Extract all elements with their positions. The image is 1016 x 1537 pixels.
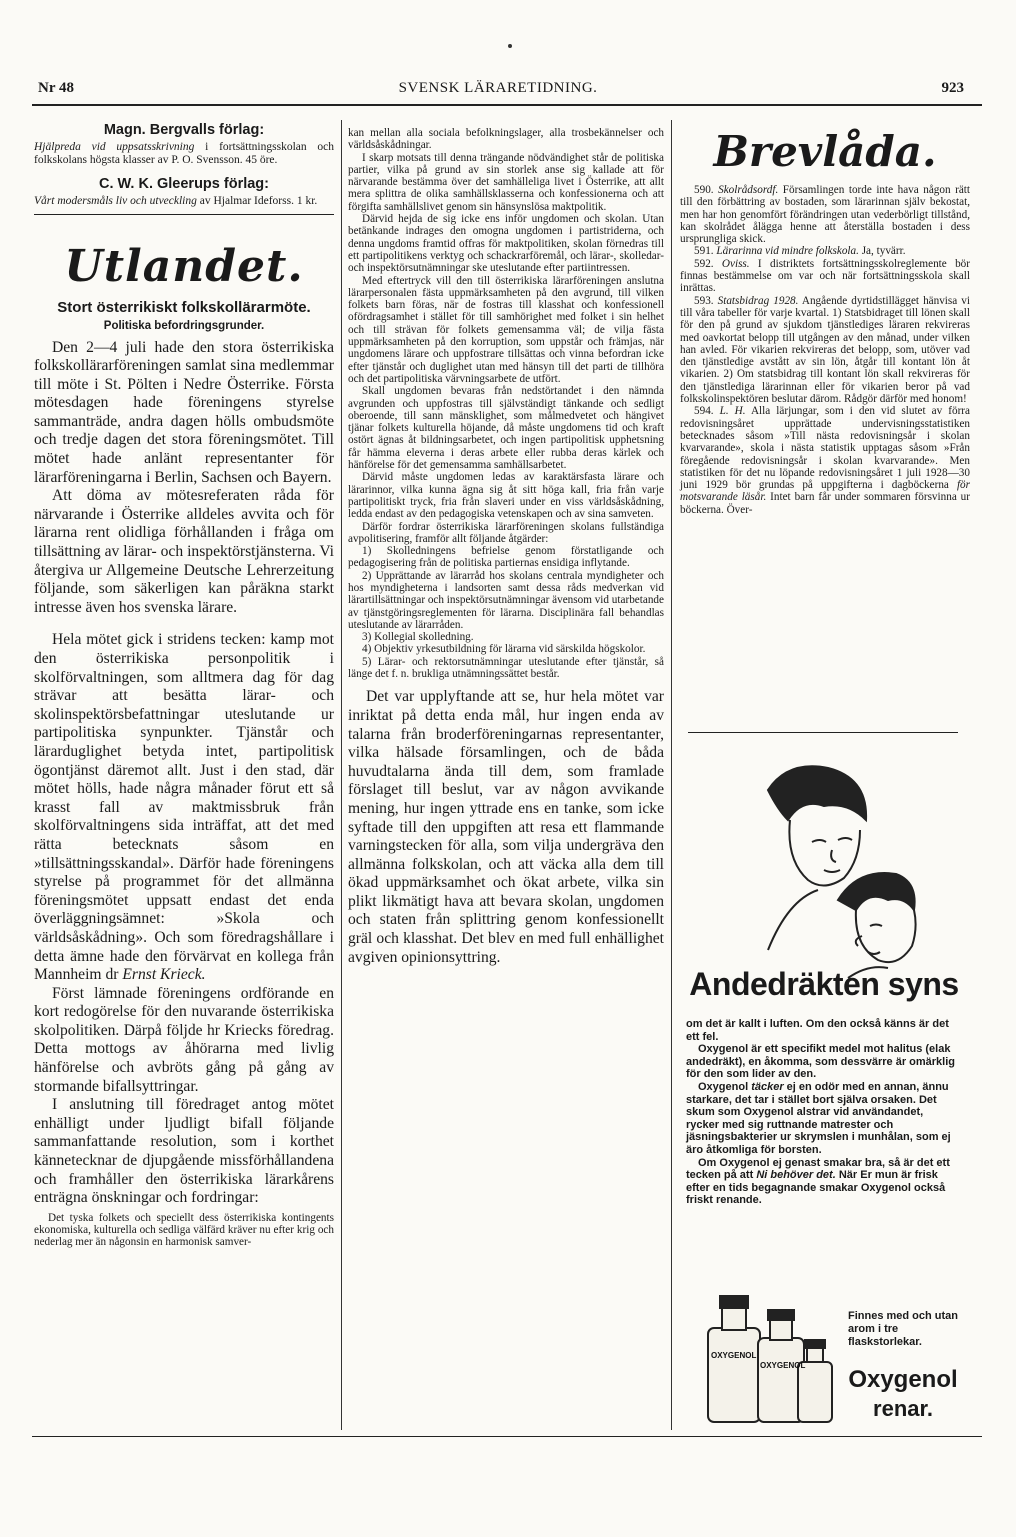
ad-headline: Andedräkten syns	[689, 966, 959, 1002]
man-face	[856, 910, 916, 962]
woman-nose	[831, 850, 836, 862]
letters-column	[680, 184, 970, 516]
entry-number: 592.	[694, 257, 722, 270]
paragraph: Att döma av mötesreferaten råda för närvarande i Österrike alldeles avvita och för lärarna rent olidliga förhållanden i fråga om tillsättning av lärar- och inspektörstjänsterna. Vi återgiva ur Allgemeine Deutsche Lehrerzeitung följande, som säkerligen kan påräkna starkt intresse även hos svenska lärare.	[34, 487, 334, 616]
paragraph: Därför fordrar österrikiska lärarföreningen skolans fullständiga avpolitisering, framför allt följande åtgärder:	[348, 520, 664, 545]
publisher-name: Magn. Bergvalls förlag:	[103, 122, 265, 138]
bottle-small	[798, 1362, 832, 1422]
paragraph: Först lämnade föreningens ordförande en kort redogörelse för den nuvarande österrikiska skolpolitiken. Därpå följde hr Kriecks föredrag. Detta mottogs av åhörarna med livlig hänförelse och avbröts gång på gång av stormande bifallsyttringar.	[34, 984, 334, 1095]
bottle-small-cap	[805, 1340, 825, 1348]
letter-entry	[680, 295, 970, 406]
book-details: i fortsättningsskolan och folkskolans högsta klasser av P. O. Svensson. 45 öre.	[34, 141, 334, 166]
page-header	[32, 80, 964, 102]
list-item: 3) Kollegial skolledning.	[362, 631, 474, 644]
entry-emphasis: för motsvarande läsår.	[680, 479, 970, 504]
book-details: av Hjalmar Ideforss. 1 kr.	[196, 195, 318, 207]
article-title: Stort österrikiskt folkskollärarmöte.	[57, 298, 311, 316]
publisher-gleerup	[34, 176, 334, 208]
ad-top-rule	[688, 732, 958, 733]
article-subtitle: Politiska befordringsgrunder.	[103, 319, 265, 332]
section-rule	[34, 214, 334, 215]
closing-text	[348, 688, 664, 967]
entry-number: 593.	[694, 294, 718, 307]
issue-number: Nr 48	[38, 80, 74, 96]
list-item: 1) Skolledningens befrielse genom förstatligande och pedagogisering från de politiska partiernas ensidiga inflytande.	[348, 545, 664, 570]
woman-shoulder	[768, 890, 818, 950]
publisher-entry	[34, 141, 334, 166]
letter-entry	[680, 245, 970, 257]
entry-number: 591.	[694, 245, 717, 258]
ad-side-note: Finnes med och utan arom i tre flaskstorlekar.	[848, 1310, 959, 1348]
paragraph: Skall ungdomen bevaras från nedstörtandet i den nämnda avgrunden och uppfostras till självständigt tänkande och sedligt oberoende, till sann mänsklighet, som målmedvetet och hängivet tjänar folkets kulturella höjande, då måste ungdomens tid och kraft ostört ägnas åt bildningsarbetet, och ingen partipolitisk upphetsning får hämma eleverna i deras arbete eller rubba deras kärlek och hänförelse för det gemensamma samhällsarbetet.	[348, 385, 664, 472]
bottle-label: OXYGENOL	[711, 1351, 757, 1360]
entry-title: Skolrådsordf.	[718, 184, 779, 196]
entry-text: Ja, tyvärr.	[858, 245, 906, 258]
oxygenol-advertisement	[678, 732, 970, 1432]
ad-brand: Oxygenol	[848, 1366, 958, 1393]
page-bottom-rule	[32, 1436, 982, 1437]
print-speck	[508, 44, 512, 48]
ad-paragraph	[686, 1157, 958, 1207]
entry-number: 594.	[694, 405, 720, 418]
paragraph: Det var upplyftande att se, hur hela mötet var inriktat på detta enda mål, hur ingen enda av talarna från broderföreningarnas representanter, vilka hälsade församlingen, och de båda huvudtalarna ända till dem, som framlade förslaget till beslut, var av någon avvikande mening, hur ingen yttrade ens en tanke, som icke syftade till den uppgiften att resa ett flammande varningstecken för alla, som vilja undergräva den allmänna folkskolan, och att väcka alla dem till ökad uppmärksamhet och ökat arbete, vilka sin plikt likmätigt hava att bevara skolan, ungdomen och staten från splittring genom konfessionellt gräl och klasshat. Det blev en med full enhällighet avgiven opinionsyttring.	[348, 688, 664, 966]
paragraph: Det tyska folkets och speciellt dess österrikiska kontingents ekonomiska, kulturella och sedliga välfärd kräver nu efter krig och nederlag mer än någonsin en harmonisk samver-	[34, 1211, 334, 1249]
woman-eyes	[812, 838, 852, 842]
publisher-entry	[34, 195, 334, 208]
entry-text: Angående dyrtidstillägget hänvisa vi till våra tabeller för varje kvartal. 1) Statsbidraget till lönen skall för den på grund av sjukdom tjänstlediges läraren rekvireras med oavkortat belopp till utgången av den månad, under vilken han avled. För vikarien rekvireras det belopp, som, utöver vad den tjänstledige avstått av sin lön, åtgår till kontant lön åt vikarien. 2) Om statsbidrag till kontant lön skall rekvireras för den tjänstlediga lärarinnan eller för vikarien beror på vad folkskolinspektören beslutar därom. Rådgör därför med honom!	[680, 294, 970, 406]
ad-paragraph	[686, 1081, 958, 1157]
ad-text-span: Om Oxygenol ej genast smakar bra, så är det ett tecken på att	[686, 1156, 950, 1182]
man-eye	[870, 925, 882, 927]
oxygenol-bottles	[698, 1288, 848, 1424]
page-number: 923	[941, 80, 964, 96]
bottle-label: OXYGENOL	[760, 1361, 806, 1370]
bottle-large-neck	[722, 1308, 746, 1330]
section-heading-brevlada: Brevlåda.	[713, 127, 937, 176]
man-mouth	[868, 952, 880, 954]
woman-mouth	[824, 870, 840, 872]
bottle-large	[708, 1328, 760, 1422]
list-item: 5) Lärar- och rektorsutnämningar uteslutande efter tjänstår, så länge det f. n. brukliga utnämningssättet består.	[348, 655, 664, 681]
journal-title: SVENSK LÄRARETIDNING.	[398, 80, 598, 96]
ad-text-span: Oxygenol	[698, 1080, 752, 1093]
paragraph: Därvid hejda de sig icke ens inför ungdomen och skolan. Utan betänkande indrages den omogna ungdomen i partistriderna, och denna ungdoms framtid offras för maktpolitiken, skolan förnedras till ett partipolitikens verktyg och schackrarföremål, och lärar-, skolledar- och inspektörsutnämningar ske uteslutande efter partiintressen.	[348, 213, 664, 275]
bottle-large-cap	[720, 1296, 748, 1308]
ad-text-span: När Er mun är frisk efter en tids begagnande smakar Oxygenol också friskt renande.	[686, 1169, 946, 1207]
paragraph: Därvid måste ungdomen ledas av karaktärsfasta lärare och lärarinnor, vilka kunna ägna sig åt sitt höga kall, fria från varje partipolitiskt tryck, fria från slaveri under en viss världsåskådning, ledda endast av den pedagogiska vetenskapen och av sina samveten.	[348, 471, 664, 521]
entry-title: Statsbidrag 1928.	[717, 294, 799, 307]
entry-text: Alla lärjungar, som i den vid slutet av förra redovisningsåret upprättade undervisningsstatistiken betecknades såsom »Till nästa redovisningsår i skolan kvarvarande», skola i nästa statistik upptagas såsom »Från föregående redovisningsår i skolan kvarvarande». Men statistiken för det nu löpande redovisningsåret 1 juli 1928—30 juni 1929 bör grundas på uppgifterna i dagböckerna	[680, 405, 970, 492]
letter-entry	[680, 184, 970, 245]
article-body	[34, 339, 334, 1208]
list-item: 2) Upprättande av lärarråd hos skolans centrala myndigheter och hos myndigheterna i landsorten samt dessa råds medverkan vid lärartillsättningar och inspektörsutnämningar ävensom vid utarbetande av tjänstgöringsreglementen för lärarna. Disciplinära fall behandlas uteslutande av lärarråden.	[348, 569, 664, 631]
letter-entry	[680, 258, 970, 295]
entry-title: Oviss.	[721, 257, 750, 270]
person-name: Ernst Krieck.	[122, 966, 206, 984]
entry-number: 590.	[694, 184, 719, 196]
column-middle	[348, 127, 664, 967]
resolution-continued	[348, 127, 664, 680]
resolution-text	[34, 1212, 334, 1249]
bottle-medium-cap	[768, 1310, 794, 1320]
paragraph: Med eftertryck vill den till österrikiska lärarföreningen anslutna lärarpersonalen fästa uppmärksamheten på den avgrund, till vilken folkets barn föras, när de fostras till klasshat och konfessionell ofördragsamhet i stället för till samhörighet med folket i sin helhet och till strävan för folkets gemensamma väl; de vilja fästa uppmärksamheten på den korruption, som uppstår och främjas, när ungdomens lärare och uppfostrare tillsättas och vinna befordran icke efter tjänstår och duglighet utan med hänsyn till det parti de tillhöra och det partipolitiska värvningsarbete de utfört.	[348, 274, 664, 385]
paragraph: I anslutning till föredraget antog mötet enhälligt under ljudligt bifall följande sammanfattande resolution, som i korthet kännetecknar de djupgående missförhållandena och framhåller den österrikiska lärarkårens enträgna önskningar och fordringar:	[34, 1096, 334, 1207]
book-title: Hjälpreda vid uppsatsskrivning	[34, 141, 195, 153]
letter-entry	[680, 405, 970, 516]
header-rule	[32, 104, 982, 106]
woman-hair	[768, 766, 866, 820]
entry-text: Församlingen torde inte hava någon rätt till den förbättring av bostaden, som lärarinnan själv bekostat, men har hon genomfört förändringen utan vederbörligt tillstånd, kan skolrådet ålägga henne att återställa bostaden i dess ursprungliga skick.	[680, 184, 971, 246]
bottle-medium-neck	[770, 1320, 792, 1340]
ad-emphasis: Ni behöver det.	[756, 1169, 836, 1182]
list-item: 4) Objektiv yrkesutbildning för lärarna vid särskilda högskolor.	[362, 643, 646, 656]
ad-emphasis: täcker	[751, 1080, 784, 1093]
ad-text-span: ej en odör med en annan, ännu starkare, det tar i stället bort själva orsaken. Det skum som Oxygenol alstrar vid användandet, rycker med sig ruttnande matrester och jäsningsbakterier ur skrymslen i munhålan, som ej äro åtkomliga för borsten.	[686, 1080, 951, 1156]
publisher-name: C. W. K. Gleerups förlag:	[99, 176, 269, 192]
column-left	[34, 122, 334, 1249]
ad-slogan: renar.	[873, 1396, 933, 1421]
entry-text: I distriktets fortsättningsskolreglemente bör finnas bestämmelse om var och när fortsättningsskola skall inrättas.	[680, 257, 970, 295]
publisher-bergvall	[34, 122, 334, 166]
woman-face	[789, 820, 860, 886]
book-title: Vårt modersmåls liv och utveckling	[34, 195, 197, 207]
entry-text: Intet barn får under sommaren försvinna ur böckerna. Över-	[680, 491, 970, 516]
paragraph: Den 2—4 juli hade den stora österrikiska folkskollärarföreningen samlat sina medlemmar till möte i St. Pölten i Nedre Österrike. Första mötesdagen hade föreningens styrelse sammanträde, andra dagen hölls ombudsmöte och tredje dagen det stora föreningsmötet. Till mötet hade anlänt representanter för lärarföreningarna i Berlin, Sachsen och Bayern.	[34, 338, 334, 486]
paragraph: kan mellan alla sociala befolkningslager, alla trosbekännelser och världsåskådningar.	[348, 127, 664, 152]
entry-title: Lärarinna vid mindre folkskola.	[716, 245, 859, 258]
paragraph	[34, 631, 334, 984]
column-right	[680, 122, 970, 516]
column-divider-2	[671, 120, 672, 1430]
section-heading-utlandet: Utlandet.	[64, 240, 304, 292]
ad-body	[686, 1018, 958, 1207]
paragraph-text: Hela mötet gick i stridens tecken: kamp mot den österrikiska personpolitik i skolförvaltningen, som alltmera dag för dag strävar att besätta lärar- och skolinspektörsbefattningar uteslutande ur partipolitiska synpunkter. Tjänstår och lärarduglighet betyda intet, partipolitisk ögontjänst däremot allt. Just i den stad, där mötet hölls, hade några månader förut ett så krasst fall av maktmissbruk från skolförvaltningens sida inträffat, att det med rätta betecknats såsom en »tillsättningsskandal». Därför hade föreningens styrelse på programmet för det allmänna föreningsmötet uppsatt endast det enda överläggningsämnet: »Skola och världsåskådning». Och som föredragshållare i detta ämne hade den förvärvat en kollega från Mannheim dr	[34, 631, 334, 984]
paragraph: I skarp motsats till denna trängande nödvändighet står de politiska partier, vilka på grund av sin storlek anse sig kallade att för närvarande bestämma över det samhälleliga livet i Österrike, att allt mera splittra de olika samhällsklasserna och konfessionerna och att förgifta samhällslivet genom sin hänsynslösa maktpolitik.	[348, 151, 664, 213]
bottle-small-neck	[807, 1348, 823, 1362]
entry-title: L. H.	[719, 405, 746, 418]
column-divider-1	[341, 120, 342, 1430]
man-hair	[838, 873, 915, 910]
couple-illustration	[728, 750, 928, 980]
ad-paragraph: Oxygenol är ett specifikt medel mot halitus (elak andedräkt), en åkomma, som dessvärre är omärklig för den som lider av den.	[686, 1043, 956, 1081]
ad-paragraph: om det är kallt i luften. Om den också känns är det ett fel.	[686, 1018, 949, 1043]
